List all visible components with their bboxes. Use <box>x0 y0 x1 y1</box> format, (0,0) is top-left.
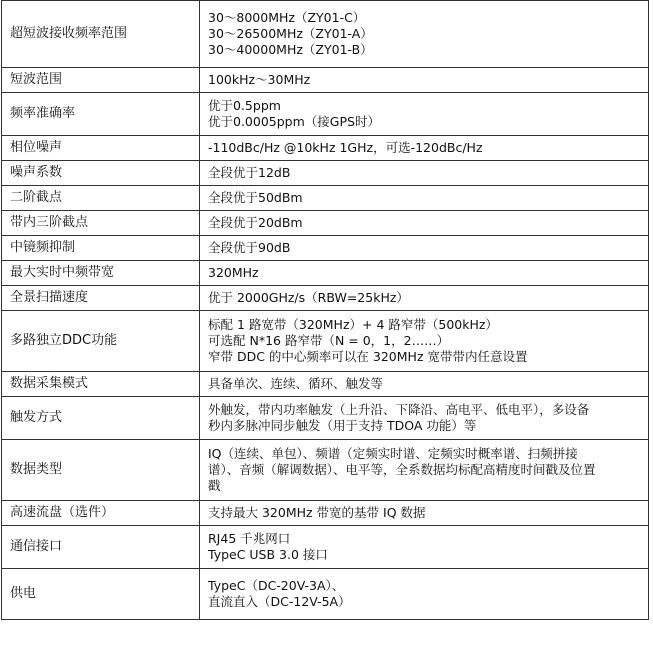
spec-key: 高速流盘（选件） <box>2 501 200 526</box>
spec-row <box>2 569 649 620</box>
spec-value-line: -110dBc/Hz @10kHz 1GHz，可选-120dBc/Hz <box>208 140 483 155</box>
spec-key: 噪声系数 <box>2 161 200 186</box>
spec-value <box>200 161 649 186</box>
spec-value <box>200 372 649 397</box>
spec-value-line: RJ45 千兆网口 <box>208 531 291 546</box>
spec-key: 短波范围 <box>2 68 200 93</box>
spec-row <box>2 236 649 261</box>
spec-value-line: 可选配 N*16 路窄带（N = 0，1，2……） <box>208 333 450 348</box>
spec-key: 最大实时中频带宽 <box>2 261 200 286</box>
spec-value-line: 支持最大 320MHz 带宽的基带 IQ 数据 <box>208 505 426 520</box>
spec-key: 全景扫描速度 <box>2 286 200 311</box>
spec-value <box>200 93 649 136</box>
spec-value <box>200 569 649 620</box>
spec-row <box>2 526 649 569</box>
spec-row <box>2 68 649 93</box>
spec-value <box>200 211 649 236</box>
spec-row <box>2 211 649 236</box>
spec-key: 频率准确率 <box>2 93 200 136</box>
spec-value-line: 标配 1 路宽带（320MHz）+ 4 路窄带（500kHz） <box>208 317 498 332</box>
spec-value <box>200 440 649 501</box>
spec-row <box>2 286 649 311</box>
spec-value-line: 30～26500MHz（ZY01-A） <box>208 26 373 41</box>
spec-value <box>200 501 649 526</box>
spec-value-line: 外触发，带内功率触发（上升沿、下降沿、高电平、低电平），多设备 <box>208 402 590 417</box>
spec-value-line: TypeC（DC-20V-3A）、 <box>208 578 345 593</box>
spec-value <box>200 526 649 569</box>
spec-value-line: 谱）、音频（解调数据）、电平等，全系数据均标配高精度时间戳及位置 <box>208 462 596 477</box>
spec-row <box>2 501 649 526</box>
spec-key: 多路独立DDC功能 <box>2 311 200 372</box>
spec-row <box>2 93 649 136</box>
spec-key: 通信接口 <box>2 526 200 569</box>
spec-value <box>200 397 649 440</box>
spec-value-line: 320MHz <box>208 265 259 280</box>
spec-row <box>2 440 649 501</box>
spec-value-line: 直流直入（DC-12V-5A） <box>208 594 351 609</box>
spec-key: 带内三阶截点 <box>2 211 200 236</box>
spec-value <box>200 311 649 372</box>
spec-value <box>200 236 649 261</box>
spec-key: 数据采集模式 <box>2 372 200 397</box>
spec-row <box>2 186 649 211</box>
spec-key: 相位噪声 <box>2 136 200 161</box>
spec-key: 二阶截点 <box>2 186 200 211</box>
spec-value-line: 具备单次、连续、循环、触发等 <box>208 376 384 391</box>
spec-row <box>2 1 649 68</box>
spec-row <box>2 161 649 186</box>
spec-value-line: 100kHz～30MHz <box>208 72 311 87</box>
spec-value-line: 全段优于90dB <box>208 240 291 255</box>
spec-value <box>200 136 649 161</box>
spec-table-body <box>2 1 649 620</box>
spec-row <box>2 261 649 286</box>
spec-row <box>2 372 649 397</box>
spec-value-line: 全段优于12dB <box>208 165 291 180</box>
spec-value-line: 优于0.0005ppm（接GPS时） <box>208 114 380 129</box>
spec-key: 供电 <box>2 569 200 620</box>
spec-value-line: 优于0.5ppm <box>208 98 281 113</box>
spec-value-line: 戳 <box>208 478 221 493</box>
spec-key: 数据类型 <box>2 440 200 501</box>
spec-value <box>200 68 649 93</box>
spec-key: 超短波接收频率范围 <box>2 1 200 68</box>
spec-key: 触发方式 <box>2 397 200 440</box>
spec-value-line: 窄带 DDC 的中心频率可以在 320MHz 宽带带内任意设置 <box>208 349 528 364</box>
spec-value-line: 30～8000MHz（ZY01-C） <box>208 10 366 25</box>
spec-value <box>200 1 649 68</box>
spec-value-line: 优于 2000GHz/s（RBW=25kHz） <box>208 290 409 305</box>
spec-value-line: 全段优于50dBm <box>208 190 303 205</box>
spec-key: 中镜频抑制 <box>2 236 200 261</box>
spec-table <box>1 0 649 620</box>
spec-row <box>2 397 649 440</box>
spec-value-line: 秒内多脉冲同步触发（用于支持 TDOA 功能）等 <box>208 418 477 433</box>
spec-value-line: 30～40000MHz（ZY01-B） <box>208 42 373 57</box>
spec-value-line: IQ（连续、单包）、频谱（定频实时谱、定频实时概率谱、扫频拼接 <box>208 446 578 461</box>
spec-value <box>200 286 649 311</box>
spec-value <box>200 261 649 286</box>
spec-value <box>200 186 649 211</box>
spec-row <box>2 136 649 161</box>
spec-row <box>2 311 649 372</box>
spec-value-line: TypeC USB 3.0 接口 <box>208 547 328 562</box>
spec-value-line: 全段优于20dBm <box>208 215 303 230</box>
